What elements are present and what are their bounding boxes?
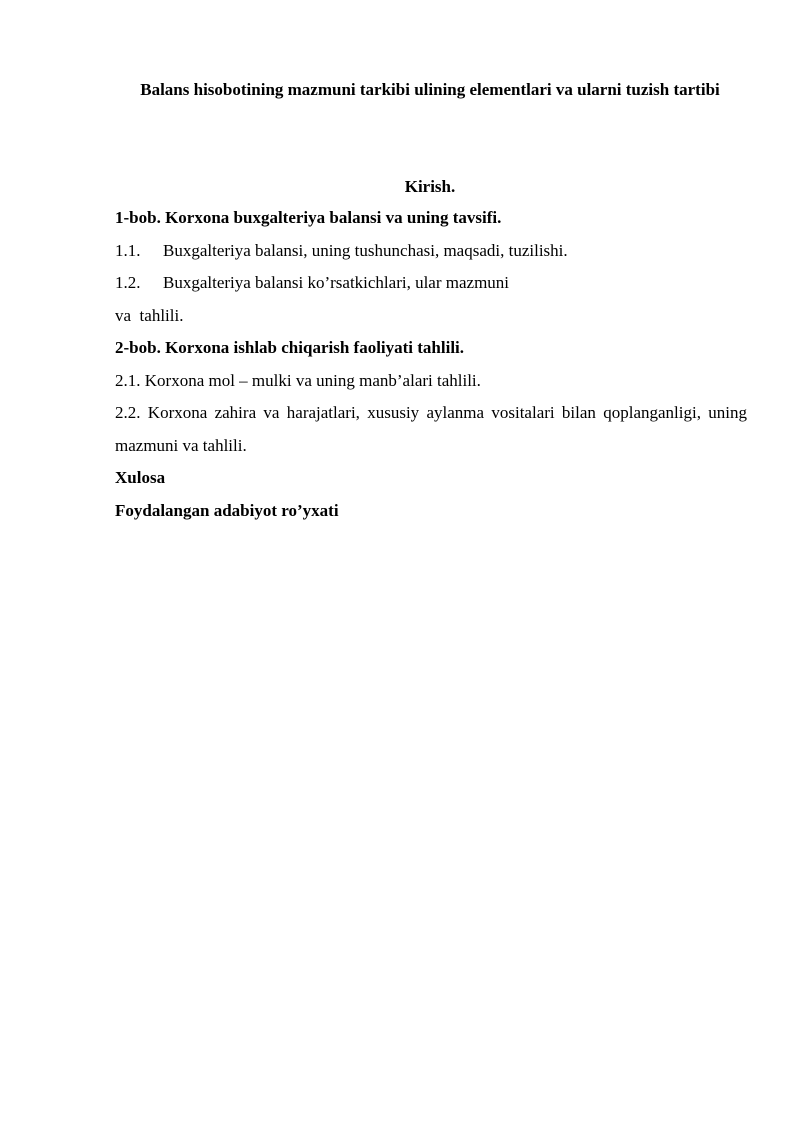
toc-item-text: Buxgalteriya balansi, uning tushunchasi, maqsadi, tuzilishi. [163,240,568,260]
toc-item-2-1: 2.1. Korxona mol – mulki va uning manb’alari tahlili. [115,370,481,390]
document-title: Balans hisobotining mazmuni tarkibi ulining elementlari va ularni tuzish tartibi [140,80,720,99]
chapter1-heading: 1-bob. Korxona buxgalteriya balansi va uning tavsifi. [115,208,502,227]
toc-item-1-1 [115,235,747,268]
toc-item-2-2: 2.2. Korxona zahira va harajatlari, xususiy aylanma vositalari bilan qoplanganligi, uning mazmuni va tahlili. [115,403,747,455]
toc-item-number: 1.2. [115,273,141,292]
toc-item-number: 1.1. [115,240,141,260]
chapter2-heading: 2-bob. Korxona ishlab chiqarish faoliyati tahlili. [115,338,465,357]
toc-item-text: Buxgalteriya balansi ko’rsatkichlari, ular mazmuni [163,273,510,292]
toc-item-1-2 [115,267,747,300]
table-of-contents [115,202,747,527]
references-heading: Foydalangan adabiyot ro’yxati [115,500,339,520]
intro-heading: Kirish. [404,177,456,196]
conclusion-heading: Xulosa [115,468,166,487]
toc-item-1-2-continuation: va tahlili. [115,305,184,325]
